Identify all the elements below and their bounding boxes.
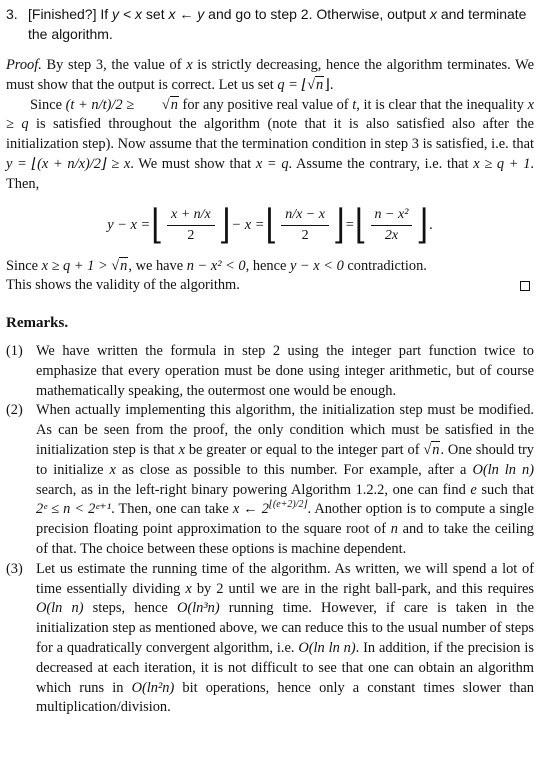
p1-b: is strictly decreasing, hence the algorithm terminates. We must show that the output is correct. Let us set — [6, 57, 535, 93]
r2-x2: x — [109, 461, 116, 478]
r2-d: as close as possible to this number. For example, after a — [115, 461, 473, 478]
sqrt-symbol: √n — [161, 96, 178, 113]
proof-conclusion — [6, 257, 534, 277]
frac2-denominator: 2 — [301, 228, 309, 244]
sqrt-symbol: √n — [423, 441, 440, 458]
proof-last-text: This shows the validity of the algorithm. — [6, 277, 240, 294]
p2-f: . Assume the contrary, i.e. that — [288, 155, 474, 172]
after-b: , we have — [128, 257, 187, 274]
eq-mid-2: = — [345, 216, 354, 233]
p2-expr: (t + n/t)/2 ≥ — [65, 96, 138, 113]
r2-olnln: O(ln ln n) — [472, 461, 534, 478]
r3-a: Let us estimate the running time of the algorithm. As written, we will spend a lot of time essentially dividing — [36, 560, 534, 597]
remark-3-text — [36, 560, 534, 718]
step-text-a: If — [96, 6, 113, 22]
after-c1: n − x² < 0 — [186, 257, 246, 274]
frac3-denominator: 2x — [384, 228, 399, 244]
p2-a: Since — [30, 96, 66, 113]
after-ineq: x ≥ q + 1 > — [41, 257, 112, 274]
r3-d: running time. However, if care is taken in the initialization step as mentioned above, we can reduce this to the usual number of steps for a quadratically convergent algorithm, i.e. — [36, 600, 534, 656]
proof-label: Proof. — [6, 57, 42, 73]
p2-ineq: x ≥ q — [6, 96, 534, 133]
after-d: contradiction. — [343, 257, 427, 274]
p2-contra: x ≥ q + 1 — [473, 155, 531, 172]
frac3-numerator: n − x² — [371, 206, 413, 226]
floor-2: ⌊ $\frac{n/x - x}{2}$ ⌋ — [265, 202, 345, 248]
after-c: , hence — [245, 257, 290, 274]
r3-c: steps, hence — [83, 600, 177, 617]
eq-lhs: y − x = — [107, 216, 151, 233]
after-n: n — [120, 257, 128, 274]
algorithm-step-3 — [6, 4, 534, 44]
step-text-b: set — [142, 6, 169, 22]
floor-3: ⌊ $\frac{\text{n − x²}}{2x}$ ⌋ — [354, 202, 429, 248]
proof — [6, 56, 534, 296]
proof-paragraph-2 — [6, 96, 534, 195]
r2-c: . One should try to initialize — [36, 441, 534, 478]
p2-c: , it is clear that the inequality — [356, 96, 528, 113]
remark-2 — [6, 401, 534, 559]
r2-ineq: 2ᵉ ≤ n < 2ᵉ⁺¹ — [36, 501, 112, 518]
r2-x: x — [178, 441, 185, 458]
r2-take-sup: ⌊(e+2)/2⌋ — [269, 499, 308, 511]
r2-b: be greater or equal to the integer part of — [184, 441, 424, 458]
r2-g: . Then, one can take — [111, 501, 233, 518]
p1-end: ⌋. — [324, 76, 334, 93]
remark-3-number: (3) — [6, 560, 23, 577]
proof-last-line — [6, 276, 534, 296]
after-a: Since — [6, 257, 42, 274]
p1-a: By step 3, the value of — [41, 57, 187, 73]
p1-x: x — [186, 57, 193, 73]
p2-d: is satisfied throughout the algorithm (note that it is also satisfied also after the initialization step). Now assume that the termination condition in step 3 is satisfied, i.e. that — [6, 116, 534, 153]
r3-x: x — [185, 580, 192, 597]
remark-1-number: (1) — [6, 342, 23, 359]
p2-b: for any positive real value of — [178, 96, 353, 113]
step-number: 3. — [6, 6, 18, 22]
step-text-c: and go to step 2. Otherwise, output — [204, 6, 430, 22]
floor-1: ⌊ $\frac{x + n/x}{2}$ ⌋ — [151, 202, 231, 248]
p2-g: . Then, — [6, 155, 535, 192]
remark-1 — [6, 342, 534, 401]
p2-n: n — [170, 96, 178, 113]
r2-f: such that — [476, 481, 534, 498]
p1-n: n — [316, 76, 324, 93]
step-output-var: x — [429, 6, 437, 22]
r3-oln2: O(ln²n) — [131, 679, 175, 696]
p1-q: q = ⌊ — [277, 76, 308, 93]
qed-square-icon — [520, 281, 530, 291]
eq-mid-1: − x = — [231, 216, 265, 233]
sqrt-symbol: √n — [307, 76, 324, 93]
frac1-numerator: x + n/x — [167, 206, 215, 226]
r3-oln: O(ln n) — [36, 600, 84, 617]
p2-e: . We must show that — [130, 155, 256, 172]
step-text — [28, 4, 534, 44]
p2-xq: x = q — [255, 155, 289, 172]
r2-a: When actually implementing this algorithm, the initialization step must be modified. As can be seen from the proof, the only condition which must be satisfied in the initialization step is that — [36, 402, 534, 458]
r3-oln3: O(ln³n) — [176, 600, 220, 617]
sqrt-symbol: √n — [111, 257, 128, 274]
p2-cond: y = ⌊(x + n/x)/2⌋ ≥ x — [6, 155, 131, 172]
step-label: [Finished?] — [28, 6, 97, 22]
step-text-d: and terminate the algorithm. — [28, 6, 527, 42]
p2-t: t — [352, 96, 357, 113]
r2-n2: n — [390, 521, 398, 538]
r3-e: . In addition, if the precision is decreased at each iteration, it is not difficult to see that one can obtain an algorithm which runs in — [36, 639, 534, 696]
display-equation — [6, 197, 534, 255]
remark-2-number: (2) — [6, 402, 23, 419]
after-c2: y − x < 0 — [289, 257, 344, 274]
r2-take: x ← 2 — [232, 501, 269, 518]
proof-paragraph-1 — [6, 56, 534, 96]
remark-3 — [6, 560, 534, 718]
remarks-heading: Remarks. — [6, 315, 69, 332]
frac2-numerator: n/x − x — [281, 206, 329, 226]
eq-end: . — [429, 216, 433, 233]
remark-1-text: We have written the formula in step 2 using the integer part function twice to emphasize that every operation must be done using integer arithmetic, but of course mathematically speaking, the outermost one would be enough. — [36, 342, 534, 399]
r3-b: by 2 until we are in the right ball-park, and this requires — [191, 580, 534, 597]
step-assignment: x ← y — [168, 6, 205, 22]
r2-n: n — [432, 441, 440, 458]
r3-f: bit operations, hence only a constant times slower than multiplication/division. — [36, 679, 534, 716]
r2-e: search, as in the left-right binary powering Algorithm 1.2.2, one can find — [36, 481, 471, 498]
step-condition: y < x — [112, 6, 143, 22]
r2-ee: e — [470, 481, 477, 498]
r2-i: and to take the ceiling of that. The choice between these options is machine dependent. — [36, 521, 534, 557]
frac1-denominator: 2 — [187, 228, 195, 244]
remark-2-text — [36, 401, 534, 559]
r2-h: . Another option is to compute a single precision floating point approximation to the square root of — [36, 501, 535, 538]
r3-olnln: O(ln ln n) — [298, 639, 356, 656]
